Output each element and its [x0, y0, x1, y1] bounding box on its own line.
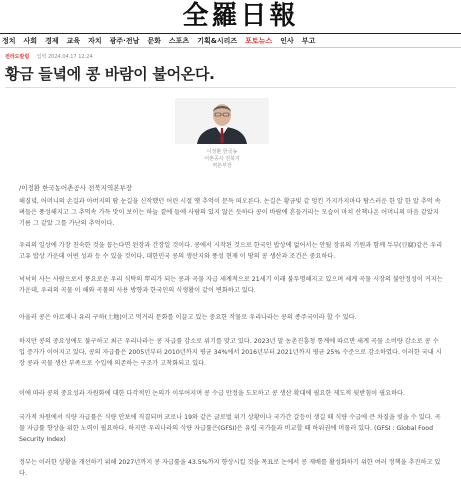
article-headline: 황금 들녘에 콩 바람이 불어온다. [5, 65, 215, 83]
timestamp: 입력 2024.04.17 12:24 [36, 54, 93, 60]
nav-item[interactable]: 자치 [88, 36, 102, 45]
nav-item[interactable]: 기획&시리즈 [197, 36, 238, 45]
nav-item[interactable]: 경제 [45, 36, 59, 45]
paragraph-4: 아울러 콩은 아르제나 유리 구하(土地)이고 먹거리 문화를 이끌고 있는 중요한 작물로 우리나라는 콩의 종주국이라 할 수 있다. [19, 314, 357, 321]
paragraph-3: 넉넉히 사는 사람으로서 풍요로운 우리 식탁의 뿌리가 되는 콩과 곡물 자급 세계적으로 21세기 이래 불투명해지고 있으며 세계 곡물 시장의 불안정성이 커지는 가운데, 우리의 곡물 이 해와 곡물의 사용 방향과 한국인의 식생활이 같이 변화하고 있다. [19, 276, 443, 294]
nav-item[interactable]: 광주·전남 [109, 36, 140, 45]
paragraph-8: 정부는 이러한 상황을 개선하기 위해 2027년까지 콩 자급률을 43.5%까지 향상시킬 것을 목표로 논에서 콩 재배를 활성화하기 위한 여러 정책을 추진하고 있다. [19, 459, 441, 477]
nav-item[interactable]: 문화 [147, 36, 161, 45]
site-logo[interactable]: 全羅日報 [182, 1, 299, 31]
byline: /이정환 한국농어촌공사 전북지역본부장 [19, 184, 133, 192]
author-photo [175, 98, 269, 144]
portrait-image [175, 98, 269, 144]
paragraph-2: 우리의 일상에 가장 친숙한 것을 꼽는다면 된장과 간장일 것이다. 콩에서 시작된 것으로 한국인 밥상에 없어서는 안될 장류의 기원과 함께 두부(豆腐)같은 우리 고유 밥상 가운데 어떤 성과 등 수 있을 것이다, 대한민국 콩의 생산지와 풍성 현재 이 땅의 콩 생산과 조건은 중요하다. [19, 242, 443, 260]
nav-item[interactable]: 정치 [2, 36, 16, 45]
nav-item[interactable]: 부고 [301, 36, 316, 45]
masthead [0, 0, 461, 33]
nav-item[interactable]: 사회 [23, 36, 38, 45]
divider [5, 87, 456, 88]
photo-caption [175, 149, 269, 170]
caption-line: 어촌공사 전북지 [204, 156, 240, 162]
main-nav [0, 33, 461, 48]
section-tag[interactable]: 전라도칼럼 [5, 54, 30, 60]
nav-item[interactable]: 교육 [66, 36, 81, 45]
nav-item[interactable]: 인사 [280, 36, 294, 45]
paragraph-7: 국가적 차원에서 식량 자급률은 식량 안보에 직결되며 코로나 19와 같은 글로벌 위기 상황이나 국가간 갈등이 생길 때 식량 수급에 큰 차질을 빚을 수 있다. 곡물 자급률 향상을 위한 노력이 필요하다. 하지만 우리나라의 식량 자급률은(GFSI)은 유럽 국가들과 비교할 때 하위권에 머물러 있다. (GFSI : Global Food Security Index) [19, 414, 441, 443]
paragraph-6: 이에 따라 콩의 중요성과 자원화에 대한 다각적인 논의가 이루어지며 콩 수급 안정을 도모하고 콩 생산 확대에 필요한 제도적 뒷받침이 필요하다. [19, 390, 406, 397]
nav-item[interactable]: 포토뉴스 [245, 36, 273, 45]
caption-line: 역본부장 [212, 163, 232, 169]
nav-item[interactable]: 스포츠 [168, 36, 190, 45]
article-meta [5, 53, 93, 60]
caption-line: 이정환 한국농 [206, 149, 238, 155]
paragraph-5: 하지만 콩의 중요성에도 불구하고 최근 우리나라는 콩 자급률 감소로 위기를 맞고 있다. 2023년 말 농촌진흥청 통계에 따르면 세계 곡물 소비량 감소로 콩 수입 증가가 이어지고 있다, 콩의 자급률은 2005년부터 2010년까지 평균 34%에서 2016년부터 2021년까지 평균 25% 수준으로 감소하였다. 이러한 국내 시장 콩과 곡물 생산 부족으로 수입에 의존하는 구조가 고착화되고 있다. [19, 338, 442, 367]
paragraph-1: 해질녘, 어머니의 손길과 아버지의 땀 눈길을 신작했던 어린 시절 옛 추억이 문득 떠오른다. 논길은 황금빛 같 엉킨 가지가지마다 탐스러운 한 알 한 알 추억 속 벼들은 풍성해지고 그 추억속 가득 맛이 보이는 하늘 곁에 들에 사람의 있지 않은 듯하다 콩이 바람에 흔들거리는 모습이 마치 산책나온 어머니의 마음 같았지 기름 그 같았 그를 가난의 추억이다. [19, 198, 441, 227]
